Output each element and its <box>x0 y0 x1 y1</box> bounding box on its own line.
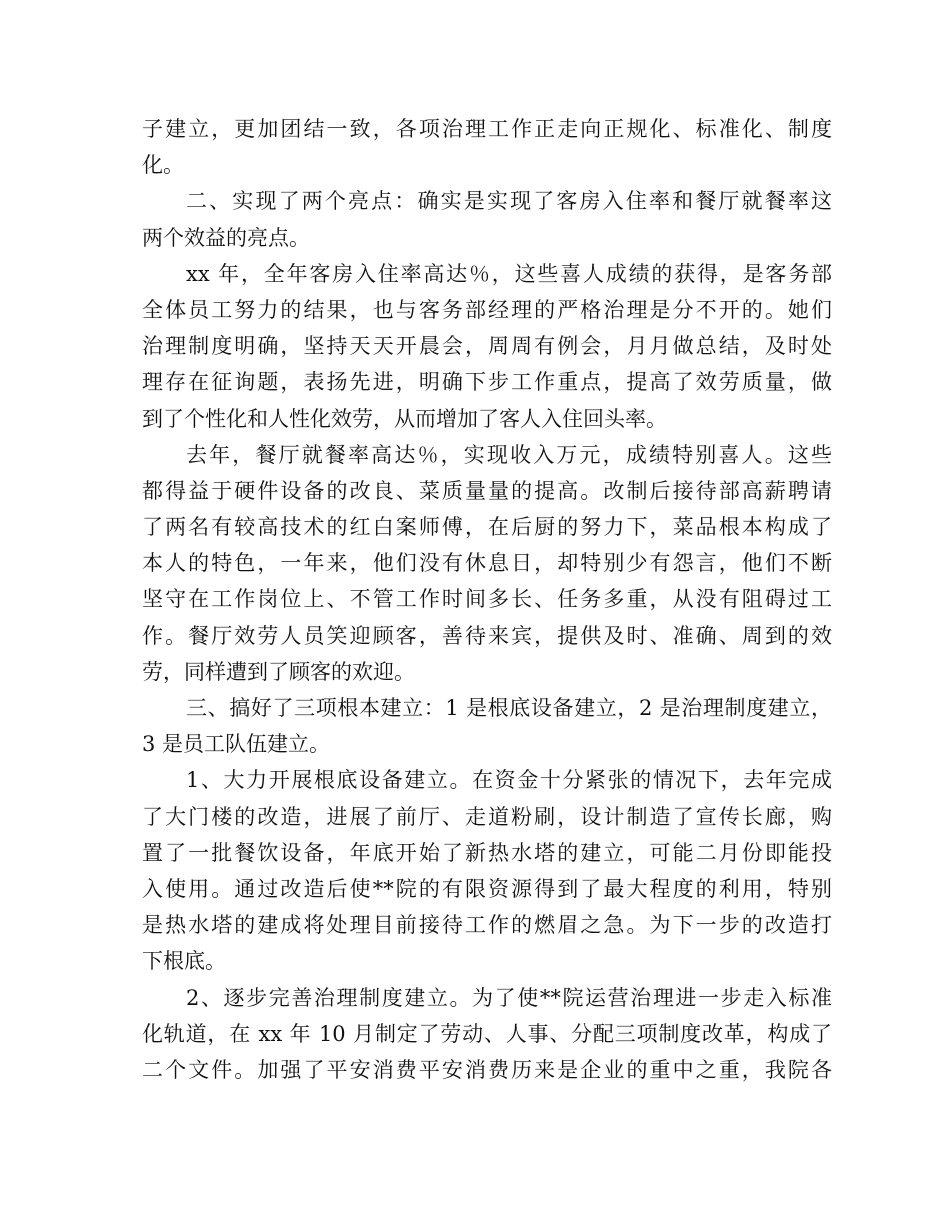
text-line: xx 年，全年客房入住率高达％，这些喜人成绩的获得，是客务部 <box>186 261 832 286</box>
text-line: 到了个性化和人性化效劳，从而增加了客人入住回头率。 <box>142 406 667 431</box>
text-line: 去年，餐厅就餐率高达％，实现收入万元，成绩特别喜人。这些 <box>186 442 832 467</box>
text-line: 理存在征询题，表扬先进，明确下步工作重点，提高了效劳质量，做 <box>142 370 832 395</box>
text-line: 下根底。 <box>142 949 226 974</box>
text-line: 作。餐厅效劳人员笑迎顾客，善待来宾，提供及时、准确、周到的效 <box>142 623 832 648</box>
text-line: 3 是员工队伍建立。 <box>142 732 331 757</box>
text-line: 全体员工努力的结果，也与客务部经理的严格治理是分不开的。她们 <box>142 297 832 322</box>
text-line: 化。 <box>142 153 184 178</box>
text-line: 了两名有较高技术的红白案师傅，在后厨的努力下，菜品根本构成了 <box>142 515 832 540</box>
text-line: 治理制度明确，坚持天天开晨会，周周有例会，月月做总结，及时处 <box>142 334 832 359</box>
text-line: 入使用。通过改造后使**院的有限资源得到了最大程度的利用，特别 <box>142 876 832 901</box>
text-line: 二个文件。加强了平安消费平安消费历来是企业的重中之重，我院各 <box>142 1057 832 1082</box>
text-line: 本人的特色，一年来，他们没有休息日，却特别少有怨言，他们不断 <box>142 551 832 576</box>
text-line: 是热水塔的建成将处理目前接待工作的燃眉之急。为下一步的改造打 <box>142 913 832 938</box>
text-line: 坚守在工作岗位上、不管工作时间多长、任务多重，从没有阻碍过工 <box>142 587 832 612</box>
text-line: 三、搞好了三项根本建立：1 是根底设备建立，2 是治理制度建立， <box>186 696 832 720</box>
body-text <box>142 111 832 1088</box>
text-line: 二、实现了两个亮点：确实是实现了客房入住率和餐厅就餐率这 <box>186 189 832 214</box>
text-line: 了大门楼的改造，进展了前厅、走道粉刷，设计制造了宣传长廊，购 <box>142 804 832 829</box>
text-line: 劳，同样遭到了顾客的欢迎。 <box>142 659 415 684</box>
text-line: 子建立，更加团结一致，各项治理工作正走向正规化、标准化、制度 <box>142 117 832 141</box>
text-line: 两个效益的亮点。 <box>142 225 310 250</box>
text-line: 都得益于硬件设备的改良、菜质量量的提高。改制后接待部高薪聘请 <box>142 478 832 503</box>
text-line: 置了一批餐饮设备，年底开始了新热水塔的建立，可能二月份即能投 <box>142 840 832 865</box>
text-line: 1、大力开展根底设备建立。在资金十分紧张的情况下，去年完成 <box>186 768 832 793</box>
text-line: 2、逐步完善治理制度建立。为了使**院运营治理进一步走入标准 <box>186 985 832 1010</box>
text-line: 化轨道，在 xx 年 10 月制定了劳动、人事、分配三项制度改革，构成了 <box>142 1021 832 1046</box>
